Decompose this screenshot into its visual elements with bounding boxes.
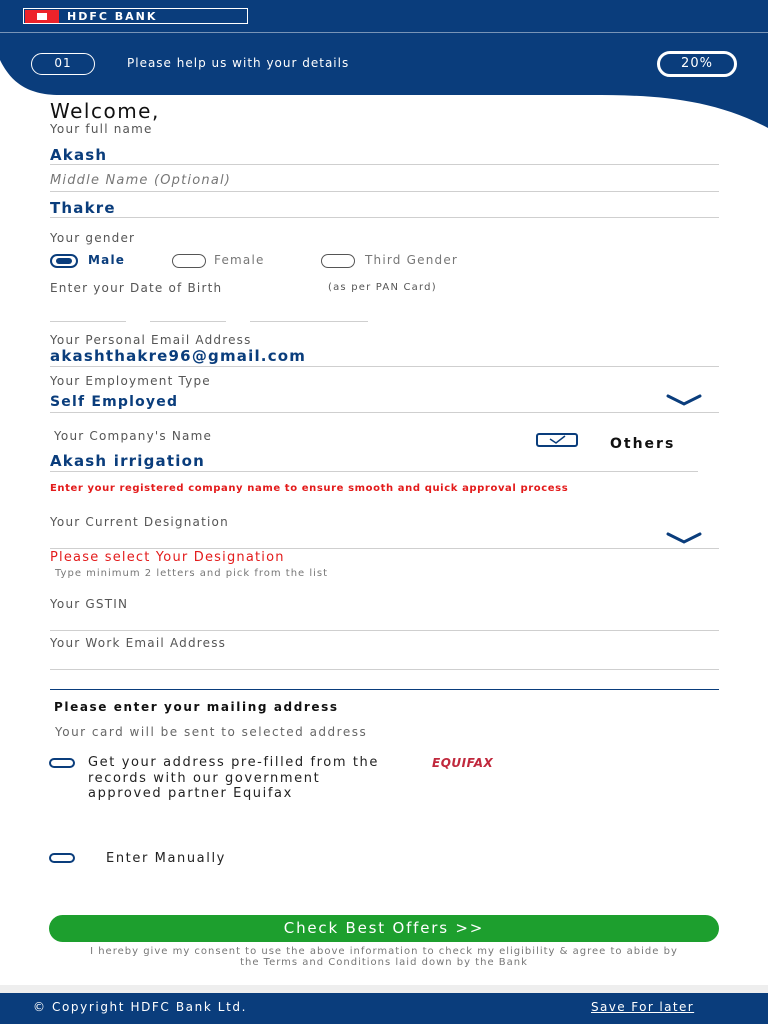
mailing-subtitle: Your card will be sent to selected address xyxy=(55,725,368,739)
hdfc-logo-icon xyxy=(25,10,59,23)
gender-female-label[interactable]: Female xyxy=(214,253,265,267)
others-label[interactable]: Others xyxy=(610,436,676,452)
equifax-radio[interactable] xyxy=(49,758,75,768)
dob-note: (as per PAN Card) xyxy=(328,282,437,293)
email-underline xyxy=(50,366,719,367)
others-checkbox[interactable] xyxy=(536,433,578,447)
company-underline xyxy=(50,471,698,472)
equifax-option-label[interactable]: Get your address pre-filled from the records with our government approved partner Equifax xyxy=(88,755,379,801)
dob-day-field[interactable] xyxy=(50,321,126,322)
consent-text: I hereby give my consent to use the above information to check my eligibility & agree to abide by the Terms and Conditions laid down by the Bank xyxy=(90,946,678,968)
company-label: Your Company's Name xyxy=(54,429,213,443)
middle-name-field[interactable]: Middle Name (Optional) xyxy=(50,173,232,188)
step-number: 01 xyxy=(31,53,95,75)
gender-third-radio[interactable] xyxy=(321,254,355,268)
designation-chevron-down-icon[interactable] xyxy=(666,532,702,544)
logo-text: HDFC BANK xyxy=(67,9,158,23)
first-name-field[interactable]: Akash xyxy=(50,146,108,164)
manual-option-label[interactable]: Enter Manually xyxy=(106,851,226,866)
page-title: Welcome, xyxy=(50,99,160,123)
gstin-label: Your GSTIN xyxy=(50,597,129,611)
check-best-offers-button[interactable]: Check Best Offers >> xyxy=(49,915,719,942)
employment-chevron-down-icon[interactable] xyxy=(666,394,702,406)
designation-error: Please select Your Designation xyxy=(50,550,285,565)
last-name-underline xyxy=(50,217,719,218)
company-warning: Enter your registered company name to ensure smooth and quick approval process xyxy=(50,483,569,494)
dob-year-field[interactable] xyxy=(250,321,368,322)
save-for-later-link[interactable]: Save For later xyxy=(591,1000,695,1014)
middle-name-underline xyxy=(50,191,719,192)
first-name-underline xyxy=(50,164,719,165)
designation-underline[interactable] xyxy=(50,548,719,549)
work-email-field[interactable] xyxy=(50,669,719,670)
full-name-label: Your full name xyxy=(50,122,153,136)
hdfc-logo xyxy=(23,8,248,24)
email-label: Your Personal Email Address xyxy=(50,333,252,347)
header-divider xyxy=(0,32,768,33)
gender-male-label[interactable]: Male xyxy=(88,253,126,267)
employment-underline xyxy=(50,412,719,413)
dob-month-field[interactable] xyxy=(150,321,226,322)
designation-label: Your Current Designation xyxy=(50,515,229,529)
dob-label: Enter your Date of Birth xyxy=(50,281,223,295)
company-field[interactable]: Akash irrigation xyxy=(50,452,205,470)
designation-hint: Type minimum 2 letters and pick from the list xyxy=(55,568,329,579)
step-title: Please help us with your details xyxy=(127,56,350,70)
progress-badge: 20% xyxy=(657,51,737,77)
copyright-text: © Copyright HDFC Bank Ltd. xyxy=(33,1000,248,1014)
gender-third-label[interactable]: Third Gender xyxy=(365,253,459,267)
employment-label: Your Employment Type xyxy=(50,374,211,388)
work-email-label: Your Work Email Address xyxy=(50,636,227,650)
gender-female-radio[interactable] xyxy=(172,254,206,268)
footer-separator xyxy=(0,985,768,993)
employment-select[interactable]: Self Employed xyxy=(50,394,179,410)
section-divider xyxy=(50,689,719,690)
mailing-title: Please enter your mailing address xyxy=(54,700,339,714)
gender-label: Your gender xyxy=(50,231,136,245)
gender-male-radio[interactable] xyxy=(50,254,78,268)
manual-radio[interactable] xyxy=(49,853,75,863)
email-field[interactable]: akashthakre96@gmail.com xyxy=(50,347,307,365)
gstin-field[interactable] xyxy=(50,630,719,631)
equifax-logo: EQUIFAX xyxy=(432,756,494,770)
checkmark-icon xyxy=(538,435,576,445)
last-name-field[interactable]: Thakre xyxy=(50,199,116,217)
